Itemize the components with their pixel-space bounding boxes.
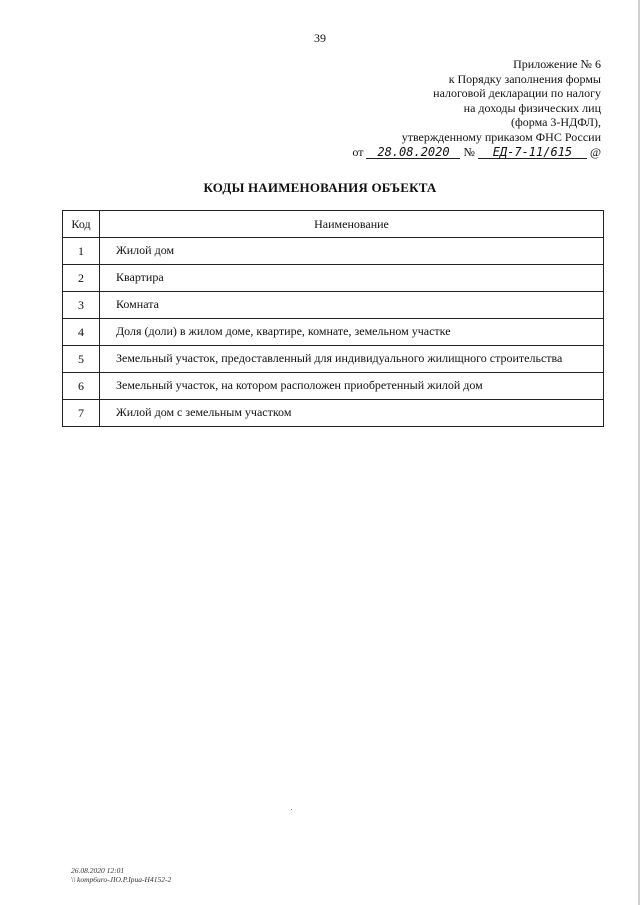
row-code: 4 [63,319,100,346]
row-name: Квартира [100,265,604,292]
row-name: Земельный участок, предоставленный для индивидуального жилищного строительства [100,346,604,373]
appendix-line: (форма 3-НДФЛ), [511,115,601,130]
table-row [63,319,604,346]
appendix-line: Приложение № 6 [513,57,601,71]
order-suffix: @ [589,144,601,159]
table-row [63,400,604,427]
row-name: Земельный участок, на котором расположен приобретенный жилой дом [100,373,604,400]
codes-table [62,210,604,427]
scan-artifact [291,809,292,810]
table-row [63,238,604,265]
table-row [63,346,604,373]
table-header-row [63,211,604,238]
row-name: Доля (доли) в жилом доме, квартире, комнате, земельном участке [100,319,604,346]
row-code: 2 [63,265,100,292]
order-prefix: от [352,144,364,159]
row-name: Жилой дом с земельным участком [100,400,604,427]
page-title: КОДЫ НАИМЕНОВАНИЯ ОБЪЕКТА [203,180,437,195]
page-number: 39 [314,31,326,45]
table-row [63,292,604,319]
row-code: 7 [63,400,100,427]
order-line [352,145,601,160]
table-row [63,373,604,400]
table-row [63,265,604,292]
row-code: 3 [63,292,100,319]
appendix-line: утвержденному приказом ФНС России [401,129,601,144]
footer-stamp [71,866,171,884]
appendix-line: к Порядку заполнения формы [448,71,601,86]
order-date: 28.08.2020 [366,146,460,159]
footer-filepath: \\ komp6uro-JIO.P.Ipua-H4152-2 [71,875,172,884]
header-code: Код [63,211,100,238]
row-code: 5 [63,346,100,373]
header-name: Наименование [100,211,604,238]
row-code: 6 [63,373,100,400]
appendix-line: налоговой декларации по налогу [433,86,601,101]
order-number-sign: № [463,144,475,159]
footer-timestamp: 26.08.2020 12:01 [71,866,125,875]
appendix-line: на доходы физических лиц [463,100,601,115]
order-number: ЕД-7-11/615 [478,146,587,159]
appendix-block [352,57,601,159]
row-name: Жилой дом [100,238,604,265]
row-code: 1 [63,238,100,265]
row-name: Комната [100,292,604,319]
